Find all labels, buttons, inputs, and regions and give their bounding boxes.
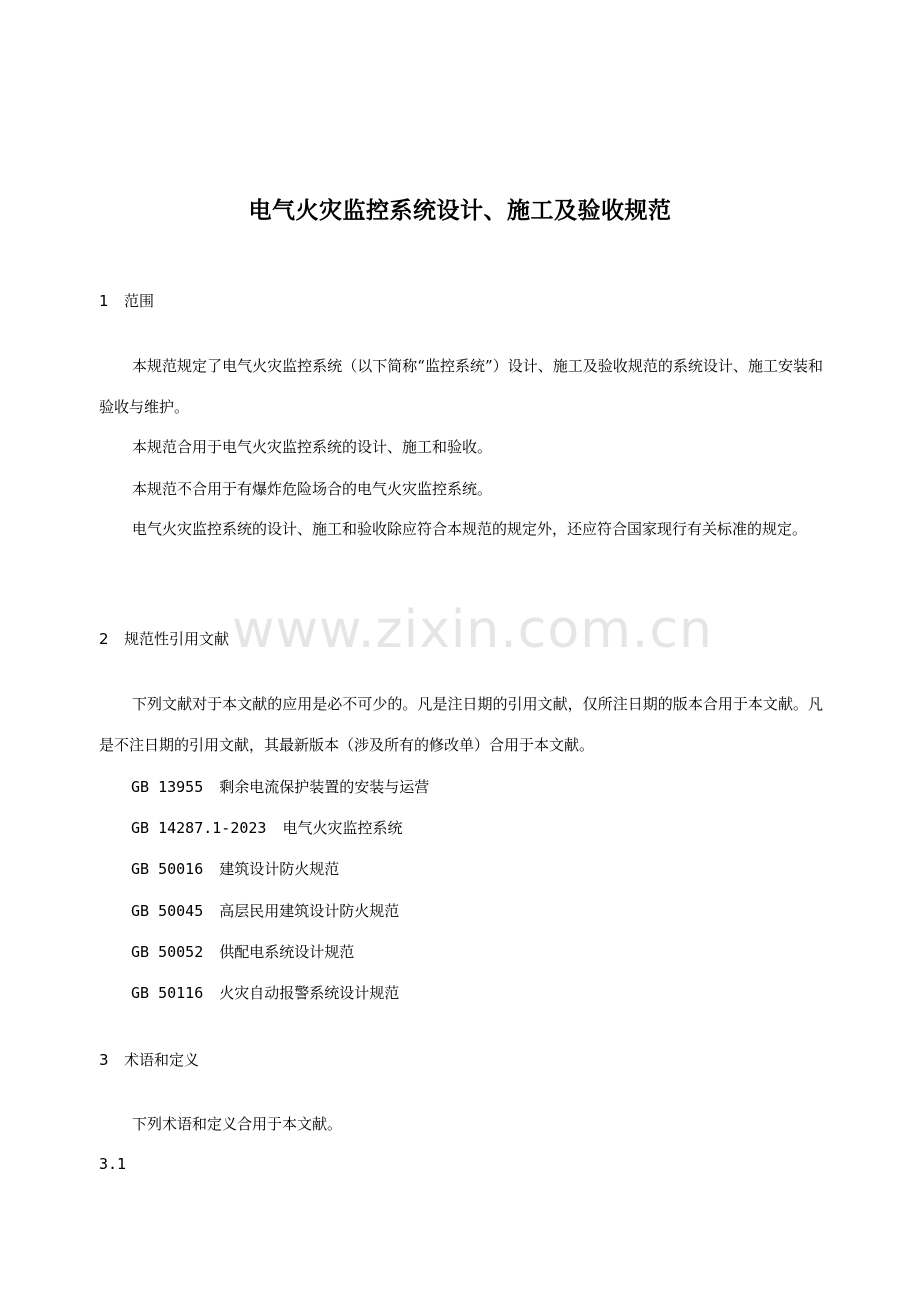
section-3-heading: [99, 1049, 199, 1070]
section-1-heading: [99, 290, 154, 311]
section-title: 规范性引用文献: [124, 630, 230, 648]
reference-name: 高层民用建筑设计防火规范: [219, 902, 400, 920]
reference-name: 电气火灾监控系统: [282, 819, 403, 837]
reference-name: 火灾自动报警系统设计规范: [219, 984, 400, 1002]
reference-code: GB 14287.1-2023: [131, 819, 267, 837]
section-number: 3: [99, 1051, 109, 1069]
paragraph: 电气火灾监控系统的设计、施工和验收除应符合本规范的规定外，还应符合国家现行有关标准的规定。: [132, 520, 808, 538]
reference-name: 剩余电流保护装置的安装与运营: [219, 778, 430, 796]
paragraph: 下列文献对于本文献的应用是必不可少的。凡是注日期的引用文献，仅所注日期的版本合用于本文献。凡是不注日期的引用文献，其最新版本（涉及所有的修改单）合用于本文献。: [99, 695, 823, 754]
document-title: 电气火灾监控系统设计、施工及验收规范: [248, 198, 672, 224]
paragraph: 下列术语和定义合用于本文献。: [132, 1115, 343, 1133]
section-number: 1: [99, 292, 109, 310]
section-title: 术语和定义: [124, 1051, 200, 1069]
paragraph: 本规范不合用于有爆炸危险场合的电气火灾监控系统。: [132, 480, 493, 498]
paragraph: 本规范合用于电气火灾监控系统的设计、施工和验收。: [132, 438, 493, 456]
paragraph: 本规范规定了电气火灾监控系统（以下简称“监控系统”）设计、施工及验收规范的系统设计、施工安装和验收与维护。: [99, 357, 823, 416]
reference-name: 供配电系统设计规范: [219, 943, 355, 961]
reference-item: [131, 982, 399, 1003]
reference-name: 建筑设计防火规范: [219, 860, 340, 878]
reference-code: GB 50016: [131, 860, 204, 878]
reference-item: [131, 858, 339, 879]
section-title: 范围: [124, 292, 155, 310]
reference-item: [131, 776, 429, 797]
reference-code: GB 13955: [131, 778, 204, 796]
watermark: www.zixin.com.cn: [232, 600, 713, 660]
section-2-heading: [99, 628, 229, 649]
reference-item: [131, 941, 354, 962]
reference-item: [131, 817, 402, 838]
reference-code: GB 50116: [131, 984, 204, 1002]
clause-number: 3.1: [99, 1155, 127, 1173]
reference-code: GB 50052: [131, 943, 204, 961]
section-number: 2: [99, 630, 109, 648]
reference-code: GB 50045: [131, 902, 204, 920]
reference-item: [131, 900, 399, 921]
